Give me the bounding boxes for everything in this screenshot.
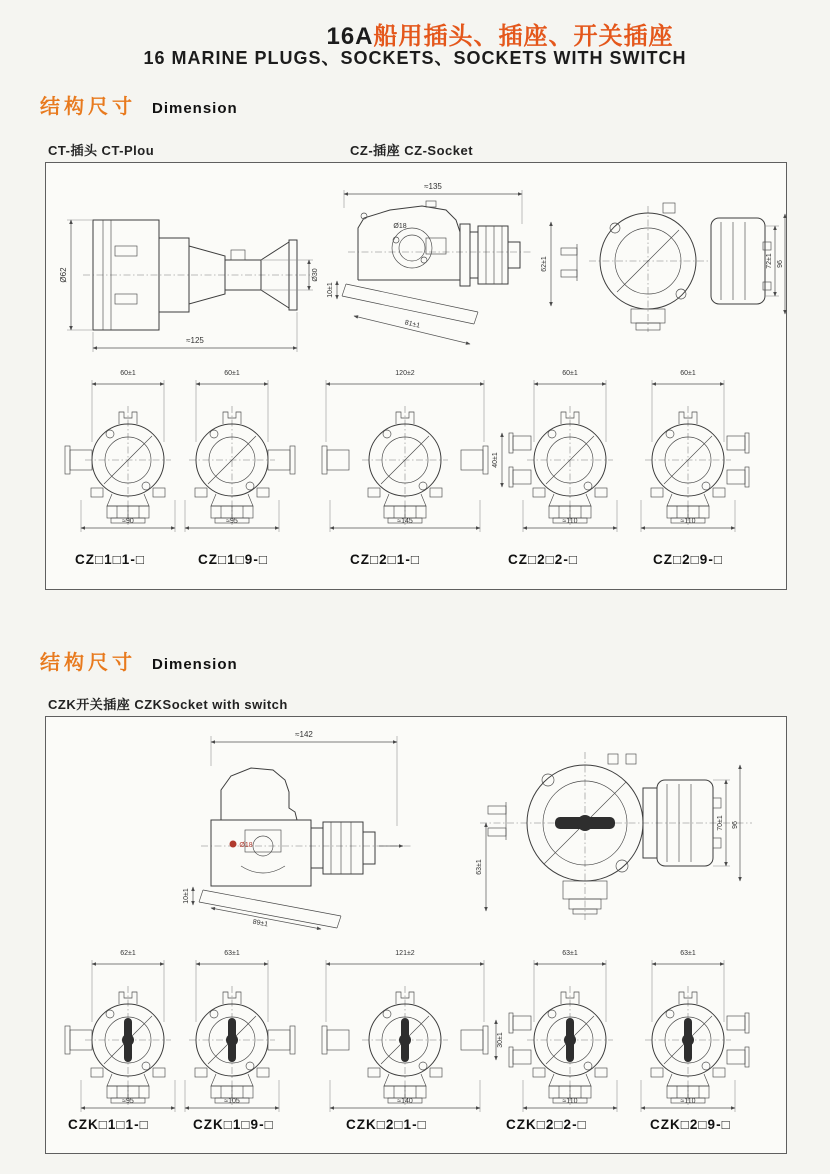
section1-heading-cn: 结构尺寸	[40, 96, 136, 118]
svg-text:Ø30: Ø30	[312, 268, 319, 282]
svg-text:Ø62: Ø62	[59, 267, 68, 283]
cz-thumb-3	[320, 360, 490, 536]
czk-thumb-3	[320, 940, 504, 1116]
cz-thumb-4	[492, 360, 635, 536]
cz-socket-side-drawing	[327, 180, 535, 355]
svg-text:≈110: ≈110	[562, 1098, 578, 1105]
svg-text:≈95: ≈95	[122, 1098, 134, 1105]
svg-text:96: 96	[777, 260, 784, 268]
cz-thumb-5	[623, 360, 753, 536]
svg-text:≈145: ≈145	[397, 518, 413, 525]
model-label: CZ□1□9-□	[198, 552, 268, 567]
czk-front-drawing	[460, 728, 760, 933]
czk-thumb-2	[167, 940, 297, 1116]
svg-text:Ø18: Ø18	[239, 842, 253, 849]
svg-text:≈110: ≈110	[680, 518, 696, 525]
title-rating: 16A	[326, 23, 374, 50]
svg-text:62±1: 62±1	[120, 950, 136, 957]
svg-text:60±1: 60±1	[680, 370, 696, 377]
model-label: CZK□2□9-□	[650, 1117, 731, 1132]
svg-text:30±1: 30±1	[497, 1032, 504, 1048]
svg-text:≈110: ≈110	[562, 518, 578, 525]
ct-plug-side-drawing	[55, 182, 325, 357]
svg-text:63±1: 63±1	[680, 950, 696, 957]
svg-text:≈142: ≈142	[295, 730, 313, 739]
svg-text:63±1: 63±1	[562, 950, 578, 957]
svg-text:60±1: 60±1	[562, 370, 578, 377]
section2-heading-en: Dimension	[152, 656, 238, 673]
svg-text:60±1: 60±1	[120, 370, 136, 377]
svg-text:≈105: ≈105	[224, 1098, 240, 1105]
svg-text:89±1: 89±1	[251, 918, 269, 929]
section1-heading-en: Dimension	[152, 100, 238, 117]
page-subtitle: 16 MARINE PLUGS、SOCKETS、SOCKETS WITH SWITCH	[143, 48, 687, 68]
cz-thumb-2	[167, 360, 297, 536]
svg-text:70±1: 70±1	[717, 815, 724, 831]
svg-text:≈95: ≈95	[226, 518, 238, 525]
model-label: CZ□2□1-□	[350, 552, 420, 567]
svg-text:81±1: 81±1	[403, 319, 421, 330]
section1-heading	[40, 90, 238, 119]
svg-text:62±1: 62±1	[541, 256, 548, 272]
svg-text:≈90: ≈90	[122, 518, 134, 525]
svg-text:60±1: 60±1	[224, 370, 240, 377]
svg-text:10±1: 10±1	[183, 888, 190, 904]
svg-text:10±1: 10±1	[327, 282, 334, 298]
czk-thumb-5	[623, 940, 753, 1116]
model-label: CZ□2□9-□	[653, 552, 723, 567]
model-label: CZK□1□9-□	[193, 1117, 274, 1132]
svg-text:63±1: 63±1	[224, 950, 240, 957]
model-label: CZK□1□1-□	[68, 1117, 149, 1132]
section2-heading-cn: 结构尺寸	[40, 652, 136, 674]
svg-text:72±1: 72±1	[766, 253, 773, 269]
svg-text:40±1: 40±1	[492, 452, 499, 468]
svg-text:96: 96	[732, 821, 739, 829]
model-label: CZK□2□1-□	[346, 1117, 427, 1132]
svg-text:≈140: ≈140	[397, 1098, 413, 1105]
svg-text:120±2: 120±2	[395, 370, 415, 377]
section2-heading	[40, 646, 238, 675]
czk-side-drawing	[145, 726, 425, 931]
model-label: CZ□1□1-□	[75, 552, 145, 567]
model-label: CZK□2□2-□	[506, 1117, 587, 1132]
model-label: CZ□2□2-□	[508, 552, 578, 567]
svg-text:≈125: ≈125	[186, 336, 204, 345]
svg-text:63±1: 63±1	[476, 859, 483, 875]
cz-socket-front-drawing	[543, 186, 788, 336]
svg-text:≈110: ≈110	[680, 1098, 696, 1105]
svg-text:Ø18: Ø18	[393, 223, 407, 230]
svg-text:≈135: ≈135	[424, 182, 442, 191]
section1-label-plug: CT-插头 CT-Plou	[48, 143, 155, 158]
title-chinese: 船用插头、插座、开关插座	[373, 23, 674, 50]
svg-text:121±2: 121±2	[395, 950, 415, 957]
czk-thumb-4	[505, 940, 635, 1116]
section1-label-socket: CZ-插座 CZ-Socket	[350, 143, 474, 158]
section2-label-czk: CZK开关插座 CZKSocket with switch	[48, 697, 288, 712]
